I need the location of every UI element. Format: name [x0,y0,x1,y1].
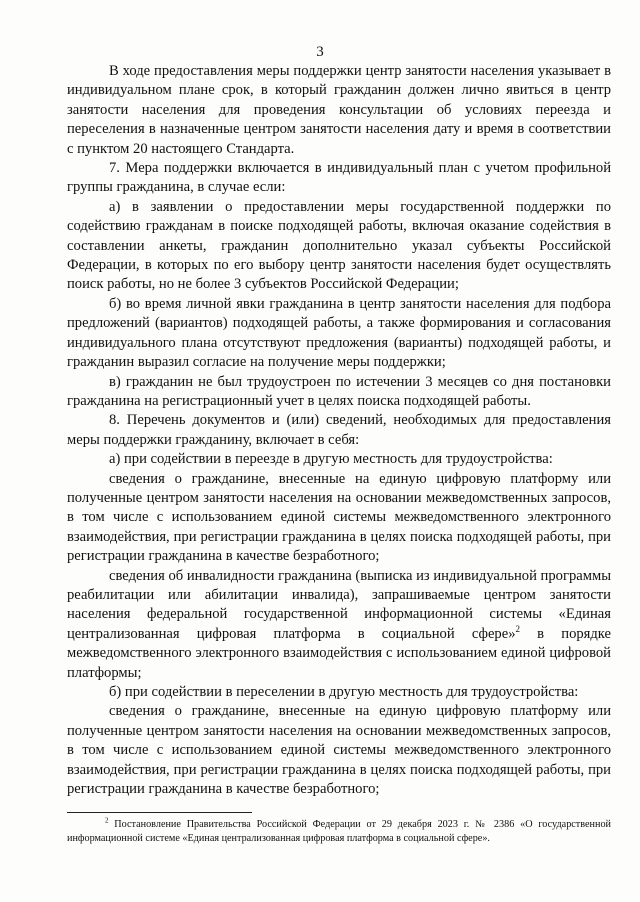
footnote-separator [67,812,252,813]
footnote-mark: 2 [105,816,109,825]
disability-text-start: сведения об инвалидности гражданина (выписка из индивидуальной программы реабилитации или абилитации инвалида), запрашиваемые центром занятости населения федеральной государственной информационной системы «Единая централизованная цифровая платформа в социальной сфере» [67,567,611,642]
page-number: 3 [316,44,324,60]
disability-text-end: в порядке межведомственного электронного взаимодействия с использованием единой цифровой платформы; [67,625,611,681]
footnote [67,818,611,845]
footnote-text: Постановление Правительства Российской Федерации от 29 декабря 2023 г. № 2386 «О государственной информационной системе «Единая централизованная цифровая платформа в социальной сфере». [67,819,611,844]
paragraph-disability-info [67,567,611,683]
paragraph-item-8: 8. Перечень документов и (или) сведений, необходимых для предоставления меры поддержки гражданину, включает в себя: [67,412,611,448]
paragraph-item-8b: б) при содействии в переселении в другую местность для трудоустройства: [109,684,579,700]
paragraph-citizen-info-resettlement: сведения о гражданине, внесенные на единую цифровую платформу или полученные центром занятости населения на основании межведомственных запросов, в том числе с использованием единой системы межведомственного электронного взаимодействия, при регистрации гражданина в целях поиска подходящей работы, при регистрации гражданина в качестве безработного; [67,703,611,798]
paragraph-item-7: 7. Мера поддержки включается в индивидуальный план с учетом профильной группы гражданина, в случае если: [67,160,611,196]
footnote-reference: 2 [515,623,520,634]
paragraph-item-7b: б) во время личной явки гражданина в центр занятости населения для подбора предложений (вариантов) подходящей работы, а также формирования и согласования индивидуального плана отсутствуют предложения (варианты) подходящей работы, и гражданин выразил согласие на получение меры поддержки; [67,295,611,371]
paragraph-item-7a: а) в заявлении о предоставлении меры государственной поддержки по содействию гражданам в поиске подходящей работы, включая оказание содействия в составлении анкеты, гражданин дополнительно указал субъекты Российской Федерации, в которых по его выбору центр занятости населения будет осуществлять поиск работы, но не более 3 субъектов Российской Федерации; [67,198,611,293]
paragraph-item-7v: в) гражданин не был трудоустроен по истечении 3 месяцев со дня постановки гражданина на регистрационный учет в целях поиска подходящей работы. [67,373,611,409]
document-body [67,62,611,799]
paragraph-item-8a: а) при содействии в переезде в другую местность для трудоустройства: [109,451,553,468]
paragraph-deadline: В ходе предоставления меры поддержки центр занятости населения указывает в индивидуальном плане срок, в который гражданин должен лично явиться в центр занятости населения для проведения консультации об условиях переезда и переселения в назначенные центром занятости населения дату и время в соответствии с пунктом 20 настоящего Стандарта. [67,63,611,157]
paragraph-citizen-info-relocation: сведения о гражданине, внесенные на единую цифровую платформу или полученные центром занятости населения на основании межведомственных запросов, в том числе с использованием единой системы межведомственного электронного взаимодействия, при регистрации гражданина в целях поиска подходящей работы, при регистрации гражданина в качестве безработного; [67,470,611,565]
